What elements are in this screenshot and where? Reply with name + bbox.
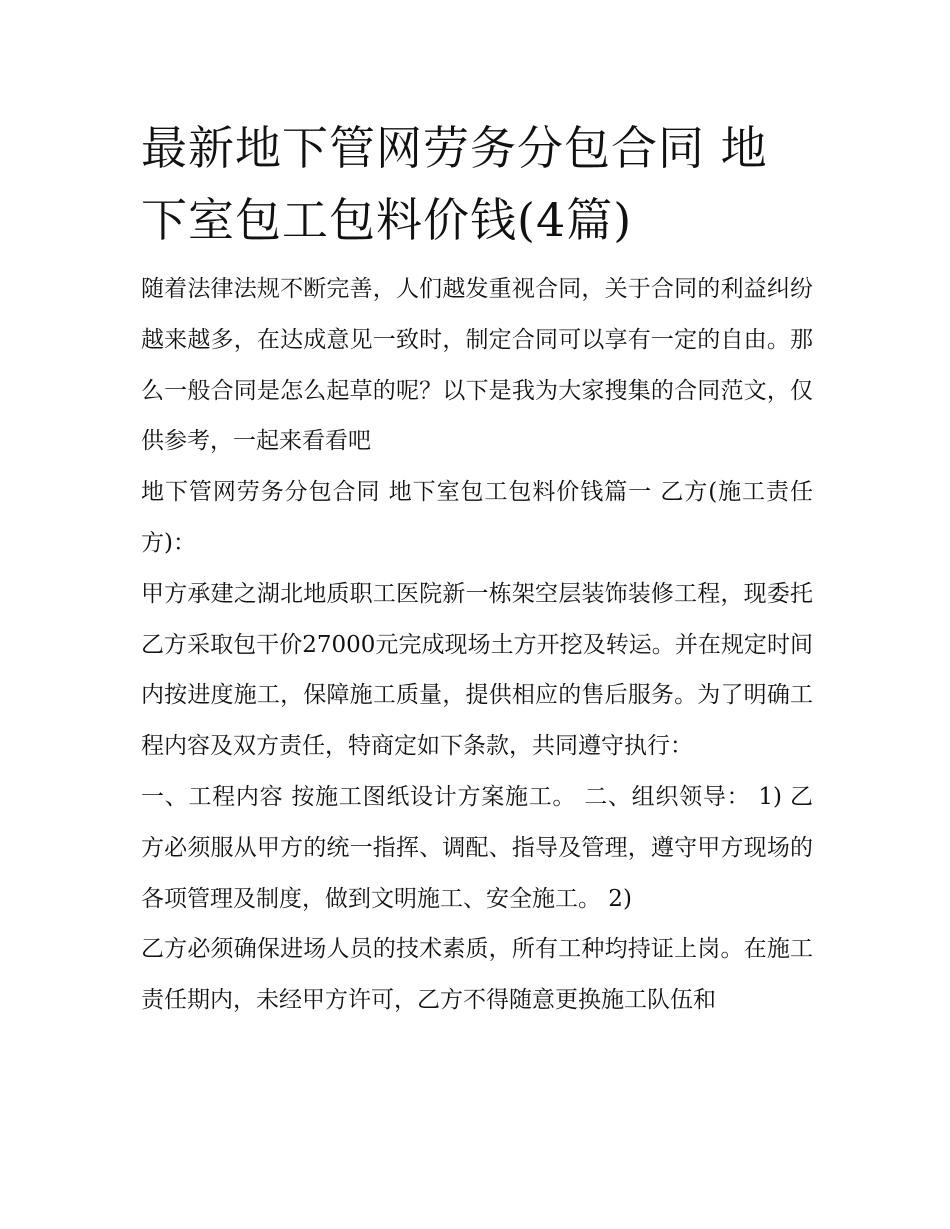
document-body <box>141 112 813 1026</box>
paragraph-terms-2: 乙方必须确保进场人员的技术素质，所有工种均持证上岗。在施工责任期内，未经甲方许可，乙方不得随意更换施工队伍和 <box>141 936 813 1014</box>
paragraph-terms-1: 一、工程内容 按施工图纸设计方案施工。 二、组织领导： 1) 乙方必须服从甲方的统一指挥、调配、指导及管理，遵守甲方现场的各项管理及制度，做到文明施工、安全施工。 2) <box>141 783 813 912</box>
paragraph-project-description: 甲方承建之湖北地质职工医院新一栋架空层装饰装修工程，现委托乙方采取包干价27000元完成现场土方开挖及转运。并在规定时间内按进度施工，保障施工质量，提供相应的售后服务。为了明确工程内容及双方责任，特商定如下条款，共同遵守执行： <box>141 580 813 760</box>
paragraph-intro: 随着法律法规不断完善，人们越发重视合同，关于合同的利益纠纷越来越多，在达成意见一致时，制定合同可以享有一定的自由。那么一般合同是怎么起草的呢？以下是我为大家搜集的合同范文，仅供参考，一起来看看吧 <box>141 276 813 455</box>
document-title: 最新地下管网劳务分包合同 地下室包工包料价钱(4篇) <box>141 121 768 247</box>
paragraph-section-heading: 地下管网劳务分包合同 地下室包工包料价钱篇一 乙方(施工责任方)： <box>141 479 813 556</box>
